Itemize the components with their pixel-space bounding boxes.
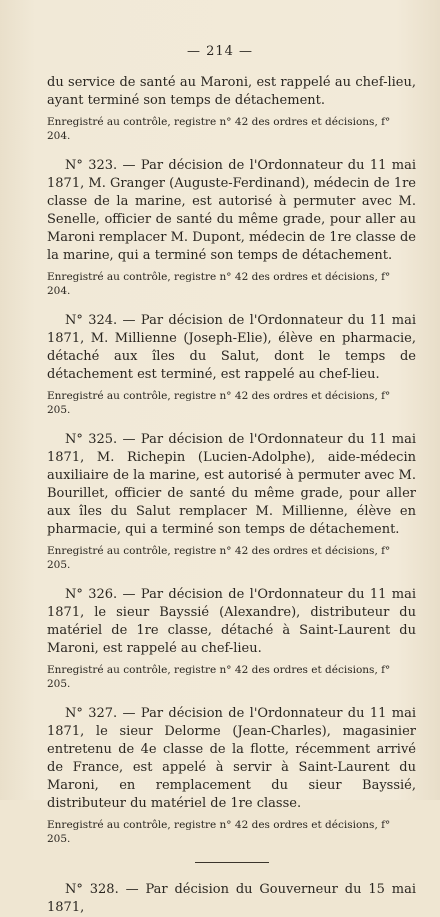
registration-note: Enregistré au contrôle, registre n° 42 des ordres et décisions, f° 205. xyxy=(47,390,391,416)
decision-entry-326: N° 326. — Par décision de l'Ordonnateur du 11 mai 1871, le sieur Bayssié (Alexandre), distributeur du matériel de 1re classe, détaché à Saint-Laurent du Maroni, est rappelé au chef-lieu. xyxy=(47,587,416,656)
registration-note: Enregistré au contrôle, registre n° 42 des ordres et décisions, f° 205. xyxy=(47,664,391,690)
decision-entry-324: N° 324. — Par décision de l'Ordonnateur du 11 mai 1871, M. Millienne (Joseph-Elie), élève en pharmacie, détaché aux îles du Salut, dont le temps de détachement est terminé, est rappelé au chef-lieu. xyxy=(47,313,416,382)
section-divider xyxy=(195,862,269,863)
page-number: — 214 — xyxy=(186,44,254,59)
decision-entry-325: N° 325. — Par décision de l'Ordonnateur du 11 mai 1871, M. Richepin (Lucien-Adolphe), aide-médecin auxiliaire de la marine, est autorisé à permuter avec M. Bourillet, officier de santé du même grade, pour aller aux îles du Salut remplacer M. Millienne, élève en pharmacie, qui a terminé son temps de détachement. xyxy=(47,432,416,537)
registration-note: Enregistré au contrôle, registre n° 42 des ordres et décisions, f° 205. xyxy=(47,819,391,845)
page-body xyxy=(47,74,416,917)
decision-entry-328: N° 328. — Par décision du Gouverneur du 15 mai 1871, xyxy=(47,882,416,915)
decision-entry-327: N° 327. — Par décision de l'Ordonnateur du 11 mai 1871, le sieur Delorme (Jean-Charles), magasinier entretenu de 4e classe de la flotte, récemment arrivé de France, est appelé à servir à Saint-Laurent du Maroni, en remplacement du sieur Bayssié, distributeur du matériel de 1re classe. xyxy=(47,706,416,811)
decision-entry-323: N° 323. — Par décision de l'Ordonnateur du 11 mai 1871, M. Granger (Auguste-Ferdinand), médecin de 1re classe de la marine, est autorisé à permuter avec M. Senelle, officier de santé du même grade, pour aller au Maroni remplacer M. Dupont, médecin de 1re classe de la marine, qui a terminé son temps de détachement. xyxy=(47,158,416,263)
registration-note: Enregistré au contrôle, registre n° 42 des ordres et décisions, f° 204. xyxy=(47,116,391,142)
continued-paragraph: du service de santé au Maroni, est rappelé au chef-lieu, ayant terminé son temps de détachement. xyxy=(47,75,416,108)
registration-note: Enregistré au contrôle, registre n° 42 des ordres et décisions, f° 205. xyxy=(47,545,391,571)
registration-note: Enregistré au contrôle, registre n° 42 des ordres et décisions, f° 204. xyxy=(47,271,391,297)
